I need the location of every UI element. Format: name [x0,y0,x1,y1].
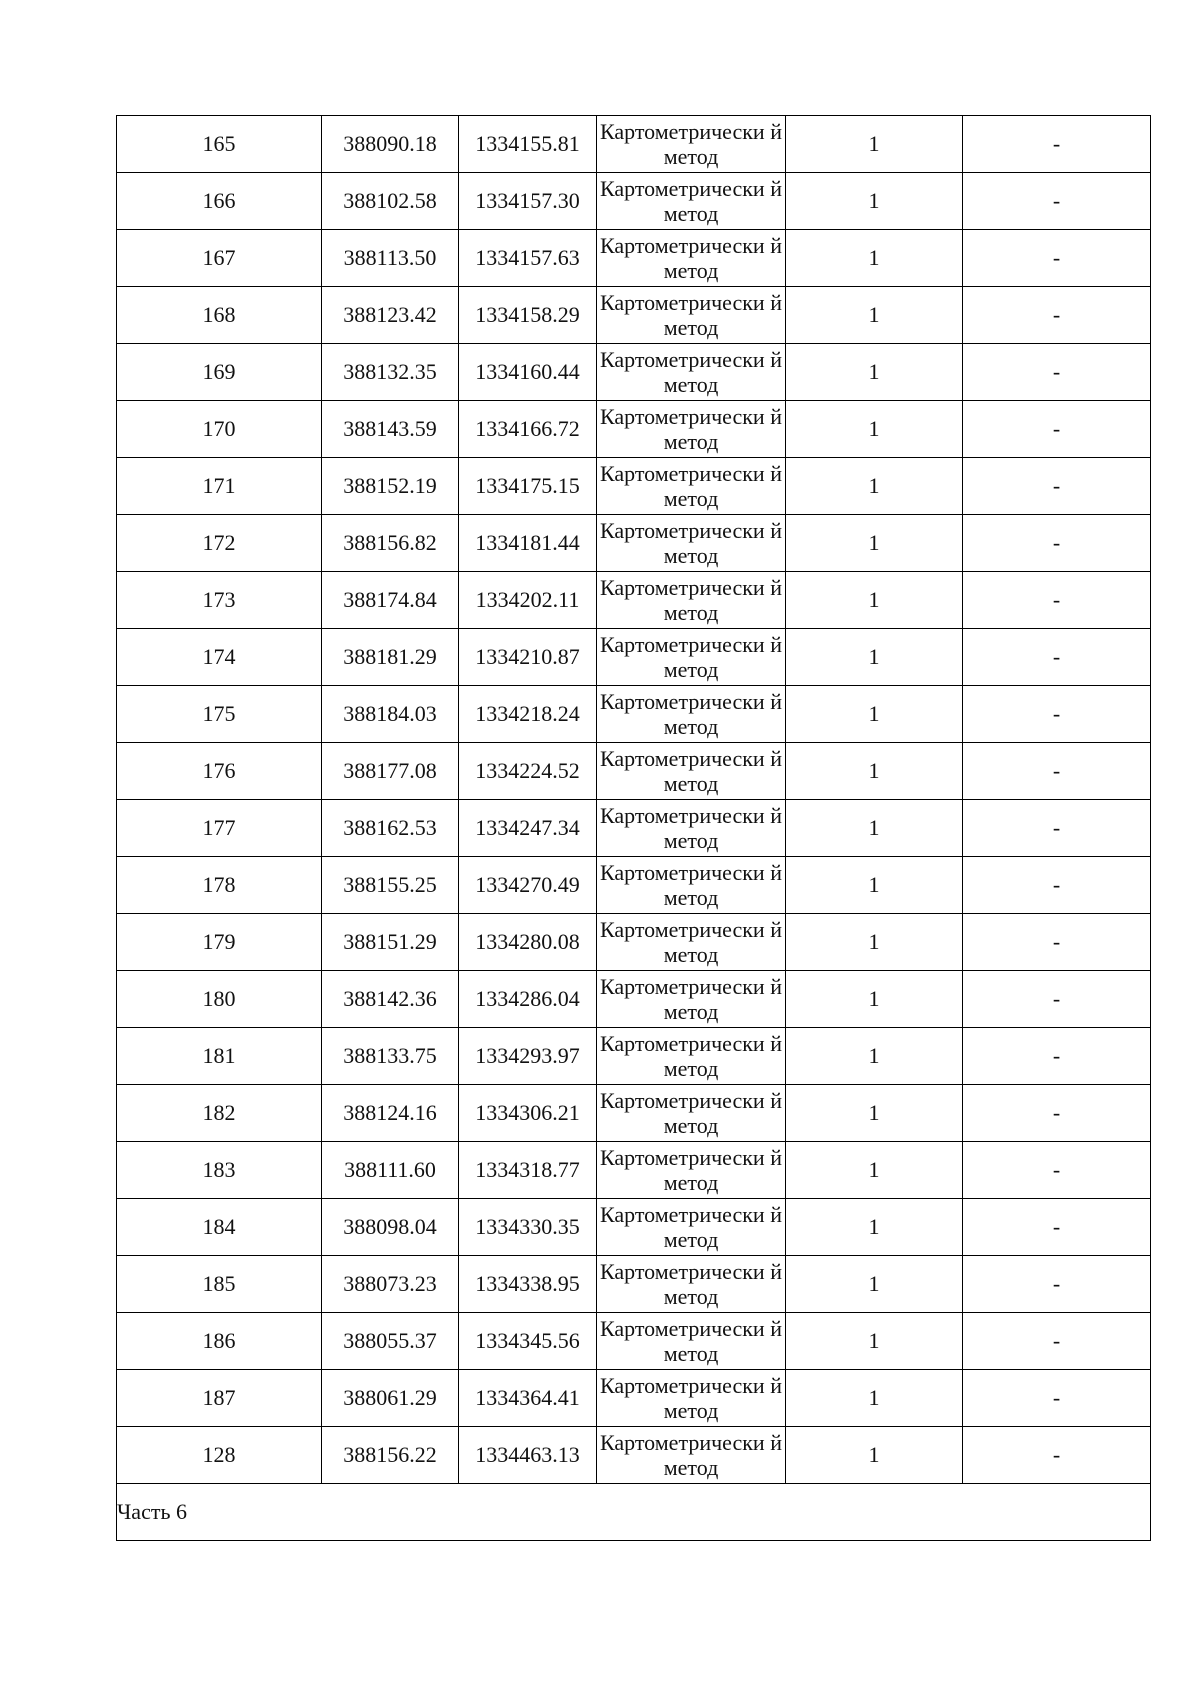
point-number-cell: 172 [117,515,322,572]
point-number-cell: 173 [117,572,322,629]
note-cell: - [963,572,1151,629]
y-coordinate-cell: 1334157.30 [459,173,597,230]
coordinates-table-body [117,116,1151,1541]
point-number-cell: 185 [117,1256,322,1313]
note-cell: - [963,173,1151,230]
x-coordinate-cell: 388073.23 [322,1256,459,1313]
y-coordinate-cell: 1334345.56 [459,1313,597,1370]
table-row [117,857,1151,914]
x-coordinate-cell: 388090.18 [322,116,459,173]
method-cell: Картометрически й метод [597,800,786,857]
method-cell: Картометрически й метод [597,401,786,458]
method-cell: Картометрически й метод [597,1313,786,1370]
accuracy-cell: 1 [786,230,963,287]
table-row [117,1199,1151,1256]
point-number-cell: 171 [117,458,322,515]
y-coordinate-cell: 1334224.52 [459,743,597,800]
accuracy-cell: 1 [786,1313,963,1370]
method-cell: Картометрически й метод [597,1256,786,1313]
x-coordinate-cell: 388184.03 [322,686,459,743]
point-number-cell: 186 [117,1313,322,1370]
note-cell: - [963,686,1151,743]
note-cell: - [963,1313,1151,1370]
method-cell: Картометрически й метод [597,1142,786,1199]
method-cell: Картометрически й метод [597,629,786,686]
accuracy-cell: 1 [786,1256,963,1313]
method-cell: Картометрически й метод [597,572,786,629]
y-coordinate-cell: 1334286.04 [459,971,597,1028]
method-cell: Картометрически й метод [597,1028,786,1085]
coordinates-table [116,115,1151,1541]
point-number-cell: 128 [117,1427,322,1484]
table-row [117,629,1151,686]
x-coordinate-cell: 388152.19 [322,458,459,515]
x-coordinate-cell: 388162.53 [322,800,459,857]
method-cell: Картометрически й метод [597,1370,786,1427]
point-number-cell: 167 [117,230,322,287]
note-cell: - [963,344,1151,401]
method-cell: Картометрически й метод [597,116,786,173]
method-cell: Картометрически й метод [597,173,786,230]
x-coordinate-cell: 388155.25 [322,857,459,914]
table-row [117,800,1151,857]
note-cell: - [963,971,1151,1028]
table-row [117,173,1151,230]
point-number-cell: 166 [117,173,322,230]
accuracy-cell: 1 [786,857,963,914]
note-cell: - [963,1085,1151,1142]
point-number-cell: 176 [117,743,322,800]
accuracy-cell: 1 [786,800,963,857]
point-number-cell: 165 [117,116,322,173]
x-coordinate-cell: 388055.37 [322,1313,459,1370]
x-coordinate-cell: 388156.22 [322,1427,459,1484]
point-number-cell: 175 [117,686,322,743]
accuracy-cell: 1 [786,344,963,401]
method-cell: Картометрически й метод [597,686,786,743]
x-coordinate-cell: 388102.58 [322,173,459,230]
x-coordinate-cell: 388061.29 [322,1370,459,1427]
accuracy-cell: 1 [786,629,963,686]
table-row [117,914,1151,971]
y-coordinate-cell: 1334202.11 [459,572,597,629]
accuracy-cell: 1 [786,743,963,800]
accuracy-cell: 1 [786,116,963,173]
table-row [117,116,1151,173]
accuracy-cell: 1 [786,1427,963,1484]
table-row [117,743,1151,800]
x-coordinate-cell: 388133.75 [322,1028,459,1085]
table-row [117,1313,1151,1370]
point-number-cell: 180 [117,971,322,1028]
method-cell: Картометрически й метод [597,743,786,800]
point-number-cell: 179 [117,914,322,971]
accuracy-cell: 1 [786,173,963,230]
note-cell: - [963,800,1151,857]
accuracy-cell: 1 [786,1028,963,1085]
table-row [117,287,1151,344]
note-cell: - [963,1427,1151,1484]
method-cell: Картометрически й метод [597,914,786,971]
y-coordinate-cell: 1334175.15 [459,458,597,515]
y-coordinate-cell: 1334158.29 [459,287,597,344]
table-row [117,686,1151,743]
x-coordinate-cell: 388143.59 [322,401,459,458]
point-number-cell: 184 [117,1199,322,1256]
method-cell: Картометрически й метод [597,287,786,344]
method-cell: Картометрически й метод [597,344,786,401]
accuracy-cell: 1 [786,515,963,572]
table-row [117,1142,1151,1199]
method-cell: Картометрически й метод [597,971,786,1028]
y-coordinate-cell: 1334210.87 [459,629,597,686]
point-number-cell: 177 [117,800,322,857]
table-row [117,1370,1151,1427]
x-coordinate-cell: 388174.84 [322,572,459,629]
method-cell: Картометрически й метод [597,458,786,515]
x-coordinate-cell: 388142.36 [322,971,459,1028]
point-number-cell: 174 [117,629,322,686]
note-cell: - [963,287,1151,344]
accuracy-cell: 1 [786,914,963,971]
y-coordinate-cell: 1334330.35 [459,1199,597,1256]
method-cell: Картометрически й метод [597,230,786,287]
note-cell: - [963,1199,1151,1256]
point-number-cell: 170 [117,401,322,458]
y-coordinate-cell: 1334218.24 [459,686,597,743]
note-cell: - [963,116,1151,173]
table-row [117,1256,1151,1313]
accuracy-cell: 1 [786,686,963,743]
note-cell: - [963,458,1151,515]
y-coordinate-cell: 1334247.34 [459,800,597,857]
x-coordinate-cell: 388156.82 [322,515,459,572]
table-row [117,1085,1151,1142]
y-coordinate-cell: 1334306.21 [459,1085,597,1142]
point-number-cell: 187 [117,1370,322,1427]
accuracy-cell: 1 [786,458,963,515]
x-coordinate-cell: 388113.50 [322,230,459,287]
x-coordinate-cell: 388181.29 [322,629,459,686]
point-number-cell: 182 [117,1085,322,1142]
table-row [117,1427,1151,1484]
note-cell: - [963,1370,1151,1427]
note-cell: - [963,914,1151,971]
x-coordinate-cell: 388123.42 [322,287,459,344]
table-row [117,971,1151,1028]
y-coordinate-cell: 1334463.13 [459,1427,597,1484]
method-cell: Картометрически й метод [597,1199,786,1256]
y-coordinate-cell: 1334155.81 [459,116,597,173]
table-row [117,230,1151,287]
accuracy-cell: 1 [786,572,963,629]
note-cell: - [963,401,1151,458]
note-cell: - [963,1256,1151,1313]
table-row [117,344,1151,401]
note-cell: - [963,515,1151,572]
note-cell: - [963,1142,1151,1199]
point-number-cell: 168 [117,287,322,344]
accuracy-cell: 1 [786,1142,963,1199]
y-coordinate-cell: 1334166.72 [459,401,597,458]
y-coordinate-cell: 1334157.63 [459,230,597,287]
y-coordinate-cell: 1334280.08 [459,914,597,971]
method-cell: Картометрически й метод [597,1427,786,1484]
method-cell: Картометрически й метод [597,857,786,914]
note-cell: - [963,857,1151,914]
accuracy-cell: 1 [786,287,963,344]
table-row [117,515,1151,572]
accuracy-cell: 1 [786,1370,963,1427]
point-number-cell: 183 [117,1142,322,1199]
x-coordinate-cell: 388111.60 [322,1142,459,1199]
y-coordinate-cell: 1334270.49 [459,857,597,914]
y-coordinate-cell: 1334181.44 [459,515,597,572]
y-coordinate-cell: 1334160.44 [459,344,597,401]
method-cell: Картометрически й метод [597,515,786,572]
method-cell: Картометрически й метод [597,1085,786,1142]
point-number-cell: 169 [117,344,322,401]
y-coordinate-cell: 1334293.97 [459,1028,597,1085]
note-cell: - [963,743,1151,800]
table-row [117,1028,1151,1085]
x-coordinate-cell: 388124.16 [322,1085,459,1142]
x-coordinate-cell: 388132.35 [322,344,459,401]
accuracy-cell: 1 [786,1085,963,1142]
table-row [117,572,1151,629]
table-row [117,458,1151,515]
x-coordinate-cell: 388151.29 [322,914,459,971]
table-row [117,401,1151,458]
y-coordinate-cell: 1334318.77 [459,1142,597,1199]
x-coordinate-cell: 388098.04 [322,1199,459,1256]
y-coordinate-cell: 1334338.95 [459,1256,597,1313]
x-coordinate-cell: 388177.08 [322,743,459,800]
part-label: Часть 6 [117,1484,1151,1541]
y-coordinate-cell: 1334364.41 [459,1370,597,1427]
note-cell: - [963,1028,1151,1085]
accuracy-cell: 1 [786,971,963,1028]
note-cell: - [963,230,1151,287]
accuracy-cell: 1 [786,401,963,458]
note-cell: - [963,629,1151,686]
point-number-cell: 181 [117,1028,322,1085]
point-number-cell: 178 [117,857,322,914]
part-row [117,1484,1151,1541]
accuracy-cell: 1 [786,1199,963,1256]
